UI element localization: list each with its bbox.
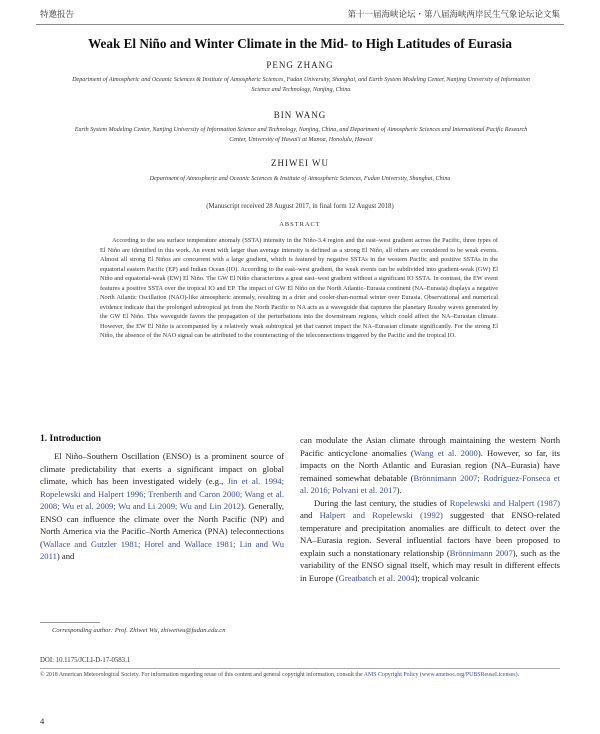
intro-paragraph-1 [40, 450, 284, 563]
text-run: During the last century, the studies of [314, 497, 450, 508]
citation-link[interactable]: Halpert and Ropelewski (1992) [319, 510, 443, 520]
footnote-rule [40, 622, 100, 623]
section-heading: 1. Introduction [40, 434, 102, 444]
page-number: 4 [40, 716, 45, 726]
copyright-end: . [517, 672, 520, 678]
doi: DOI: 10.1175/JCLI-D-17-0583.1 [40, 657, 131, 664]
copyright-text: © 2018 American Meteorological Society. For information regarding reuse of this content and general copyright information, consult the [40, 672, 364, 678]
intro-right-column [300, 434, 560, 584]
corresponding-author-footnote: Corresponding author: Prof. Zhiwei Wu, zhiweiwu@fudan.edu.cn [52, 627, 226, 634]
citation-link[interactable]: Brönnimann 2007; Rodríguez-Fonseca et al. 2016; Polvani et al. 2017 [300, 472, 560, 495]
text-run: ). Generally, ENSO can influence the climate over the North Pacific (NP) and North America via the Pacific–North America (PNA) teleconnections ( [40, 501, 284, 549]
text-run: suggested that ENSO-related temperature and precipitation anomalies are difficult to detect over the NA–Eurasia region. Several influential factors have been proposed to explain such a nonstationary relationship ( [300, 510, 560, 558]
citation-link[interactable]: Wallace and Gutzler 1981; Horel and Wallace 1981; Lin and Wu 2011 [40, 538, 284, 561]
author-name: PENG ZHANG [266, 60, 334, 70]
citation-link[interactable]: Ropelewski and Halpert (1987) [449, 497, 560, 508]
intro-paragraph-2 [300, 497, 560, 585]
paper-title: Weak El Niño and Winter Climate in the Mid- to High Latitudes of Eurasia [88, 36, 512, 51]
text-run: can modulate the Asian climate through maintaining the western North Pacific anticyclone anomalies ( [300, 435, 560, 458]
author-affiliation: Department of Atmospheric and Oceanic Sciences & Institute of Atmospheric Sciences, Fudan University, Shanghai, China [149, 176, 451, 182]
header-right: 第十一届海峡论坛・第八届海峡两岸民生气象论坛论文集 [347, 10, 560, 20]
text-run: ); tropical volcanic [414, 572, 480, 583]
text-run: ), such as the variability of the ENSO signal itself, which may result in different effects in Europe ( [300, 547, 560, 583]
author-affiliation: Earth System Modeling Center, Nanjing University of Information Science and Technology, Nanjing, China, and Department of Atmospheric Sciences and International Pacific Research Center, University of Hawai'i at Manoa, Honolulu, Hawaii [74, 127, 528, 143]
text-run: and [300, 510, 320, 520]
copyright-policy-link[interactable]: AMS Copyright Policy (www.ametsoc.org/PUBSReuseLicenses) [363, 672, 518, 678]
copyright-rule [40, 668, 560, 669]
intro-left-column [40, 450, 284, 563]
abstract-heading: ABSTRACT [279, 221, 321, 228]
intro-paragraph-continued [300, 434, 560, 497]
citation-link[interactable]: Jin et al. 1994; Ropelewski and Halpert 1996; Trenberth and Caron 2000; Wang et al. 2008; Wu et al. 2009; Wu and Li 2009; Wu and Lin 2012 [40, 476, 284, 511]
abstract-body: According to the sea surface temperature anomaly (SSTA) intensity in the Niño-3.4 region and the east–west gradient across the Pacific, three types of El Niño are identified in this work. An event with larger than average intensity is defined as a strong El Niño, all others are considered to be weak events. Almost all strong El Niños are concurrent with a large gradient, which is featured by negative SSTAs in the western Pacific and positive SSTAs in the equatorial eastern Pacific (EP) and Indian Ocean (IO). According to the east–west gradient, the weak events can be subdivided into gradient-weak (GW) El Niño and equatorial-weak (EW) El Niño. The GW El Niño characterizes a great east–west gradient without a significant IO SSTA. In contrast, the EW event features a positive SSTA over the tropical IO and EP. The impact of GW El Niño on the North Atlantic–Eurasia continent (NA–Eurasia) displays a negative North Atlantic Oscillation (NAO)-like atmospheric anomaly, resulting in a drier and cooler-than-normal winter over Eurasia. Observational and numerical evidence indicate that the prolonged subtropical jet from the North Pacific to NA acts as a waveguide that captures the planetary Rossby waves generated by the GW El Niño. This waveguide favors the propagation of the perturbations into the downstream regions, which could affect the NA–Eurasian climate. However, the EW El Niño is accompanied by a relatively weak subtropical jet that cannot impact the NA–Eurasian climate significantly. For the strong El Niño, the absence of the NAO signal can be attributed to the counteracting of the teleconnections triggered by the Pacific and the tropical IO. [100, 237, 498, 339]
copyright-notice [40, 671, 560, 680]
text-run: ). However, so far, its impacts on the North Atlantic and Eurasian region (NA–Eurasia) have remained somewhat debatable ( [300, 447, 560, 483]
author-name: ZHIWEI WU [270, 158, 330, 168]
citation-link[interactable]: Greatbatch et al. 2004 [338, 572, 415, 583]
citation-link[interactable]: Brönnimann 2007 [449, 547, 513, 558]
header-left: 特邀报告 [40, 10, 75, 20]
text-run: ). [396, 485, 402, 495]
author-affiliation: Department of Atmospheric and Oceanic Sciences & Institute of Atmospheric Sciences, Fudan University, Shanghai, and Earth System Modeling Center, Nanjing University of Information Science and Technology, Nanjing, China [72, 77, 530, 93]
manuscript-received: (Manuscript received 28 August 2017, in final form 12 August 2018) [206, 203, 394, 210]
citation-link[interactable]: Wang et al. 2000 [413, 447, 478, 458]
author-name: BIN WANG [273, 110, 327, 120]
text-run: El Niño–Southern Oscillation (ENSO) is a prominent source of climate predictability that exerts a significant impact on global climate, which has been investigated widely (e.g., [40, 451, 284, 486]
text-run: ) and [56, 551, 75, 561]
header-rule [36, 24, 564, 25]
